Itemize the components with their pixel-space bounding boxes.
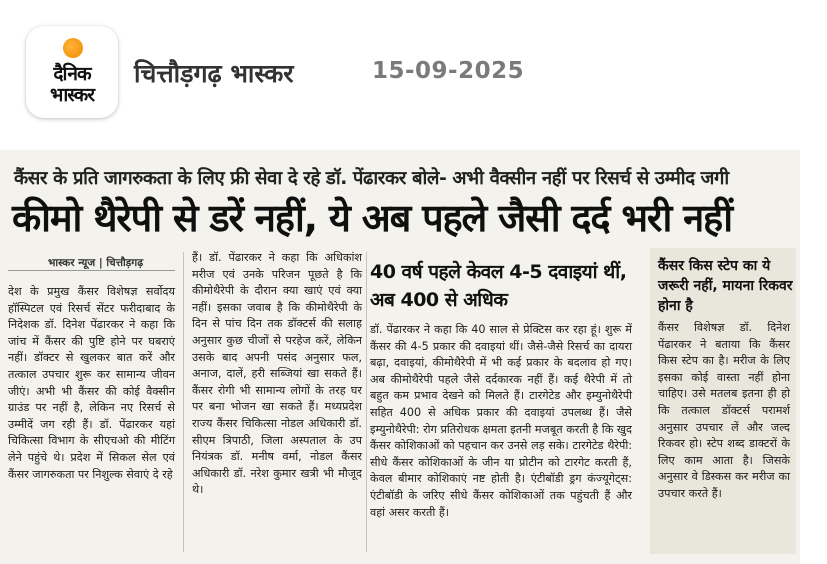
header-bar — [0, 0, 827, 140]
logo-text-line1: दैनिक — [53, 63, 91, 85]
column-3-subheading: 40 वर्ष पहले केवल 4-5 दवाइयां थीं, अब 400 से अधिक — [370, 261, 627, 311]
column-divider — [366, 252, 367, 552]
article-column-2: हैं। डॉ. पेंढारकर ने कहा कि अधिकांश मरीज एवं उनके परिजन पूछते है कि कीमोथैरेपी के दौरान क्या खाएं एवं क्या नहीं। इसका जवाब है कि कीमोथैरेपी के दिन से पांच दिन तक डॉक्टर्स की सलाह अनुसार कुछ चीजों से परहेज करें, लेकिन उसके बाद अपनी पसंद अनुसार फल, अनाज, दालें, हरी सब्जियां खा सकते हैं। कैंसर रोगी भी सामान्य लोगों के तरह घर पर बना भोजन खा सकते हैं। मध्यप्रदेश राज्य कैंसर चिकित्सा नोडल अधिकारी डॉ. सीएम त्रिपाठी, जिला अस्पताल के उप नियंत्रक डॉ. मनीष वर्मा, नोडल कैंसर अधिकारी डॉ. नरेश कुमार खत्री भी मौजूद थे। — [192, 251, 362, 497]
byline-divider — [8, 270, 175, 271]
column-divider — [183, 252, 184, 552]
article-column-1: देश के प्रमुख कैंसर विशेषज्ञ सर्वोदय हॉस्पिटल एवं रिसर्च सेंटर फरीदाबाद के निदेशक डॉ. दिनेश पेंढारकर ने कहा कि जांच में कैंसर की पुष्टि होने पर घबराएं नहीं। डॉक्टर से खुलकर बात करें और तत्काल उपचार शुरू कर सामान्य जीवन जीएं। अभी भी कैंसर की कोई वैक्सीन ग्राउंड पर नहीं है, लेकिन नए रिसर्च से उम्मीदें जग रही हैं। डॉ. पेंढारकर यहां चिकित्सा विभाग के सीएचओ की मीटिंग लेने पहुंचे थे। प्रदेश में सिकल सेल एवं कैंसर जागरुकता पर निशुल्क सेवाएं दे रहे — [8, 285, 175, 481]
publish-date: 15-09-2025 — [372, 58, 525, 84]
article-column-3: डॉ. पेंढारकर ने कहा कि 40 साल से प्रेक्टिस कर रहा हूं। शुरू में कैंसर की 4-5 प्रकार की दवाइयां थीं। जैसे-जैसे रिसर्च का दायरा बढ़ा, दवाइयां, कीमोथैरेपी में भी कई प्रकार के बदलाव हो गए। अब कीमोथैरेपी पहले जैसे दर्दकारक नहीं हैं। कई थैरेपी में तो बहुत कम प्रभाव देखने को मिलते हैं। टारगेटेड और इम्युनोथैरेपी सहित 400 से अधिक प्रकार की दवाइयां उपलब्ध हैं। जैसे इम्युनोथैरेपी: रोग प्रतिरोधक क्षमता इतनी मजबूत करती है कि खुद कैंसर कोशिकाओं को पहचान कर उनसे लड़ सके। टारगेटेड थैरेपी: सीधे कैंसर कोशिकाओं के जीन या प्रोटीन को टारगेट करती हैं, केवल बीमार कोशिकाएं नष्ट होती है। एंटीबॉडी ड्रग कंज्यूगेट्स: एंटीबॉडी के जरिए सीधे कैंसर कोशिकाओं तक पहुंचती हैं और वहां असर करती हैं। — [370, 323, 632, 519]
article-headline: कीमो थैरेपी से डरें नहीं, ये अब पहले जैसी दर्द भरी नहीं — [12, 196, 732, 240]
dainik-bhaskar-logo[interactable] — [26, 26, 118, 118]
article-column-4: कैंसर विशेषज्ञ डॉ. दिनेश पेंढारकर ने बताया कि कैंसर किस स्टेप का है। मरीज के लिए इसका कोई वास्ता नहीं होना चाहिए। उसे मतलब इतना ही हो कि तत्काल डॉक्टर्स परामर्श अनुसार उपचार लें और जल्द रिकवर हो। स्टेप शब्द डाक्टरों के लिए काम आता है। जिसके अनुसार वे डिस्कस कर मरीज का उपचार करते हैं। — [658, 321, 790, 500]
sun-icon — [63, 38, 83, 58]
article-byline: भास्कर न्यूज | चित्तौड़गढ़ — [48, 257, 144, 269]
column-4-subheading: कैंसर किस स्टेप का ये जरूरी नहीं, मायना रिकवर होना है — [658, 258, 793, 314]
edition-name: चित्तौड़गढ़ भास्कर — [134, 59, 294, 88]
article-kicker: कैंसर के प्रति जागरुकता के लिए फ्री सेवा दे रहे डॉ. पेंढारकर बोले- अभी वैक्सीन नहीं पर रिसर्च से उम्मीद जगी — [14, 168, 729, 189]
logo-text-line2: भास्कर — [49, 84, 95, 106]
